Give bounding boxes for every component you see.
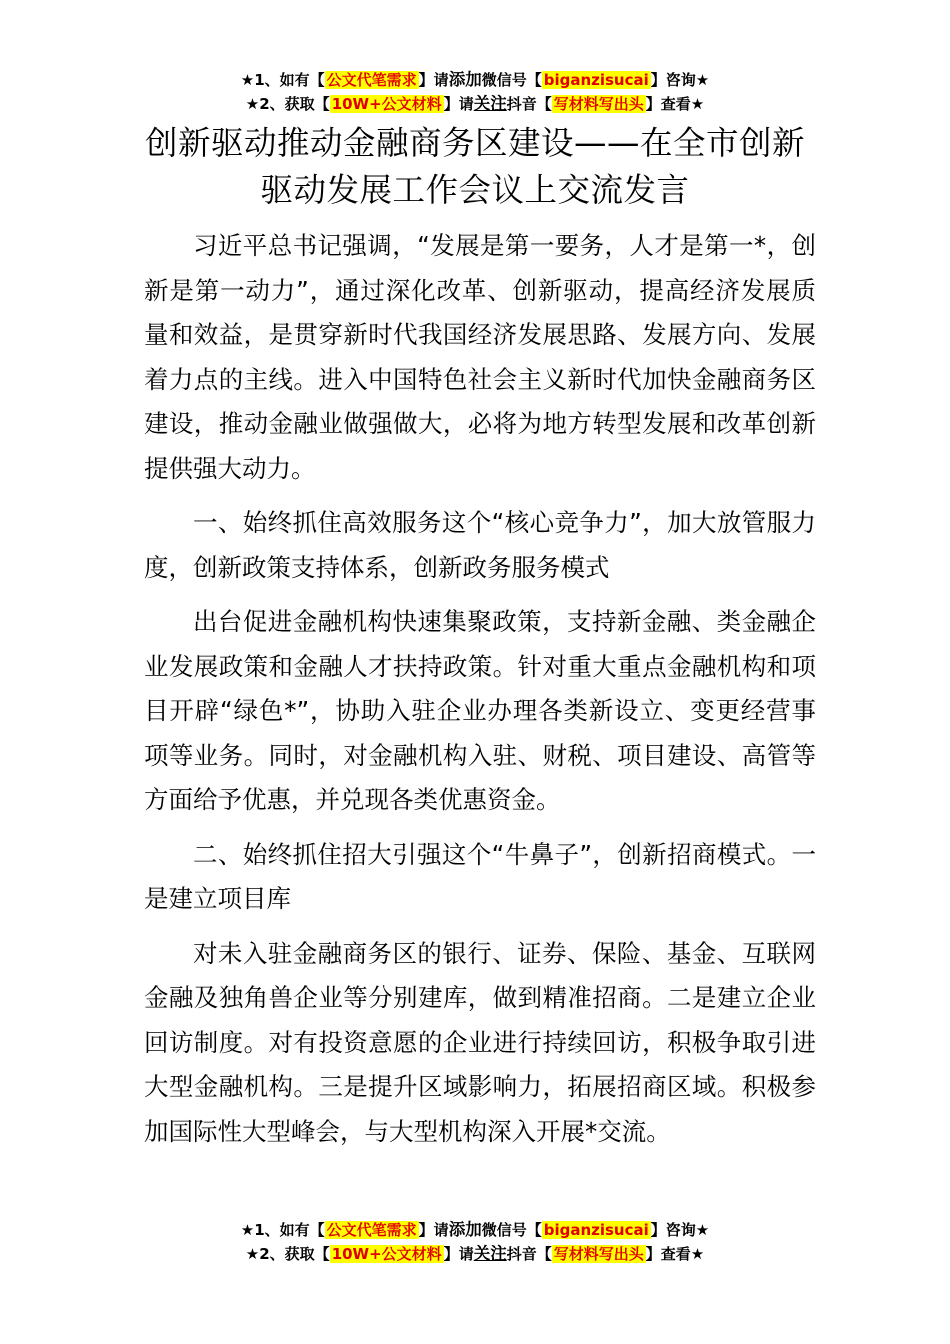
section-heading-1: 一、始终抓住高效服务这个“核心竞争力”，加大放管服力度，创新政策支持体系，创新政务服务模式 bbox=[144, 508, 816, 582]
promo-text: ★2、获取【 bbox=[245, 95, 330, 113]
promo-text: 】请 bbox=[418, 1221, 449, 1239]
promo-highlight: 公文代笔需求 bbox=[326, 71, 417, 89]
promo-highlight-wechat-id: biganzisucai bbox=[543, 1221, 649, 1239]
promo-text: ★1、如有【 bbox=[240, 1221, 325, 1239]
promo-text: 】请 bbox=[443, 95, 474, 113]
promo-text: 】请 bbox=[443, 1245, 474, 1263]
promo-highlight: 10W+公文材料 bbox=[331, 95, 442, 113]
promo-emphasis: 添加 bbox=[448, 1220, 482, 1239]
promo-highlight: 10W+公文材料 bbox=[331, 1245, 442, 1263]
promo-text: 微信号【 bbox=[481, 1221, 542, 1239]
section-heading-2: 二、始终抓住招大引强这个“牛鼻子”，创新招商模式。一是建立项目库 bbox=[144, 839, 816, 913]
promo-emphasis: 关注 bbox=[473, 94, 507, 113]
promo-text: 抖音【 bbox=[506, 95, 552, 113]
promo-highlight-douyin: 写材料写出头 bbox=[553, 95, 644, 113]
paragraph-intro: 习近平总书记强调，“发展是第一要务，人才是第一*，创新是第一动力”，通过深化改革、创新驱动，提高经济发展质量和效益，是贯穿新时代我国经济发展思路、发展方向、发展着力点的主线。进入中国特色社会主义新时代加快金融商务区建设，推动金融业做强做大，必将为地方转型发展和改革创新提供强大动力。 bbox=[144, 231, 816, 483]
paragraph-section-2: 对未入驻金融商务区的银行、证券、保险、基金、互联网金融及独角兽企业等分别建库，做到精准招商。二是建立企业回访制度。对有投资意愿的企业进行持续回访，积极争取引进大型金融机构。三是提升区域影响力，拓展招商区域。积极参加国际性大型峰会，与大型机构深入开展*交流。 bbox=[144, 938, 816, 1146]
promo-text: ★1、如有【 bbox=[240, 71, 325, 89]
promo-text: 微信号【 bbox=[481, 71, 542, 89]
promo-emphasis: 关注 bbox=[473, 1244, 507, 1263]
promo-text: ★2、获取【 bbox=[245, 1245, 330, 1263]
promo-line-2 bbox=[0, 1242, 950, 1266]
promo-text: 】咨询★ bbox=[650, 71, 710, 89]
promo-text: 】查看★ bbox=[645, 95, 705, 113]
promo-line-2 bbox=[0, 92, 950, 116]
promo-text: 】咨询★ bbox=[650, 1221, 710, 1239]
promo-line-1 bbox=[0, 1218, 950, 1242]
promo-highlight-douyin: 写材料写出头 bbox=[553, 1245, 644, 1263]
promo-banner-top bbox=[0, 68, 950, 116]
promo-emphasis: 添加 bbox=[448, 70, 482, 89]
promo-highlight: 公文代笔需求 bbox=[326, 1221, 417, 1239]
document-title: 创新驱动推动金融商务区建设——在全市创新驱动发展工作会议上交流发言 bbox=[144, 124, 805, 209]
document-body bbox=[144, 224, 816, 1164]
promo-highlight-wechat-id: biganzisucai bbox=[543, 71, 649, 89]
paragraph-section-1: 出台促进金融机构快速集聚政策，支持新金融、类金融企业发展政策和金融人才扶持政策。针对重大重点金融机构和项目开辟“绿色*”，协助入驻企业办理各类新设立、变更经营事项等业务。同时，对金融机构入驻、财税、项目建设、高管等方面给予优惠，并兑现各类优惠资金。 bbox=[144, 607, 816, 814]
promo-banner-bottom bbox=[0, 1218, 950, 1266]
promo-line-1 bbox=[0, 68, 950, 92]
promo-text: 】请 bbox=[418, 71, 449, 89]
promo-text: 】查看★ bbox=[645, 1245, 705, 1263]
promo-text: 抖音【 bbox=[506, 1245, 552, 1263]
